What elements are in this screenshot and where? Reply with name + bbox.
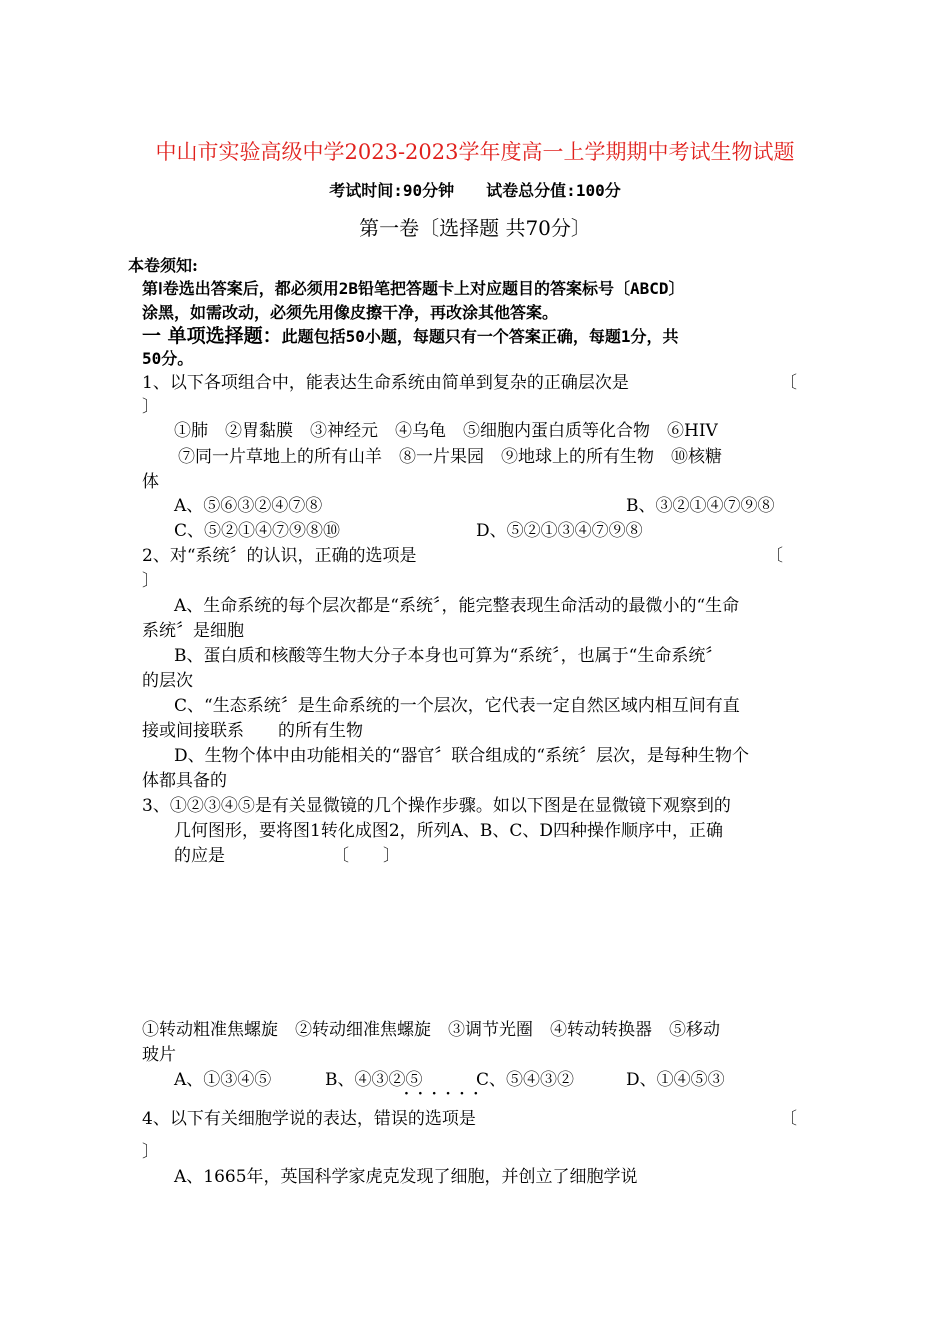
q1-items-line-3: 体	[142, 472, 159, 492]
q1-option-b: B、③②①④⑦⑨⑧	[626, 496, 775, 516]
q3-option-a: A、①③④⑤	[174, 1070, 272, 1090]
section-heading: 第一卷〔选择题 共70分〕	[359, 216, 591, 240]
q4-option-a: A、1665年，英国科学家虎克发现了细胞，并创立了细胞学说	[174, 1167, 638, 1187]
q1-items-line-2: ⑦同一片草地上的所有山羊 ⑧一片果园 ⑨地球上的所有生物 ⑩核糖	[178, 447, 722, 467]
notice-line-1: 第Ⅰ卷选出答案后，都必须用2B铅笔把答题卡上对应题目的答案标号〔ABCD〕	[142, 279, 685, 298]
q2-option-d-line-2: 体都具备的	[142, 771, 227, 791]
q2-option-d-line-1: D、生物个体中由功能相关的“器官〞联合组成的“系统〞层次，是每种生物个	[174, 746, 750, 766]
exam-info: 考试时间:90分钟 试卷总分值:100分	[329, 181, 621, 200]
q3-answer-paren: 〔 〕	[332, 846, 400, 866]
q2-option-b-line-2: 的层次	[142, 671, 193, 691]
q2-option-a-line-2: 系统〞是细胞	[142, 621, 244, 641]
notice-heading: 本卷须知:	[128, 256, 198, 275]
q1-option-d: D、⑤②①③④⑦⑨⑧	[476, 521, 643, 541]
part1-title: 一 单项选择题：	[142, 325, 282, 347]
q2-answer-paren-open: 〔	[766, 546, 783, 566]
q3-option-d: D、①④⑤③	[626, 1070, 725, 1090]
q4-stem: 4、以下有关细胞学说的表达，错误的选项是	[142, 1109, 476, 1129]
part1-description: 此题包括50小题，每题只有一个答案正确，每题1分，共	[281, 327, 679, 346]
q4-answer-paren-close: 〕	[142, 1142, 159, 1162]
q2-answer-paren-close: 〕	[142, 571, 159, 591]
q2-option-a-line-1: A、生命系统的每个层次都是“系统〞，能完整表现生命活动的最微小的“生命	[174, 596, 740, 616]
q3-stem-line-3: 的应是	[174, 846, 225, 866]
notice-line-2: 涂黑，如需改动，必须先用像皮擦干净，再改涂其他答案。	[142, 303, 559, 322]
q3-option-b: B、④③②⑤	[325, 1070, 423, 1090]
q1-answer-paren-close: 〕	[142, 397, 159, 417]
q2-option-c-line-2: 接或间接联系 的所有生物	[142, 721, 363, 741]
q2-option-c-line-1: C、“生态系统〞是生命系统的一个层次，它代表一定自然区域内相互间有直	[174, 696, 740, 716]
q1-option-a: A、⑤⑥③②④⑦⑧	[174, 496, 323, 516]
q1-stem: 1、以下各项组合中，能表达生命系统由简单到复杂的正确层次是	[142, 373, 629, 393]
exam-title: 中山市实验高级中学2023-2023学年度高一上学期期中考试生物试题	[155, 140, 795, 164]
q1-items-line-1: ①肺 ②胃黏膜 ③神经元 ④乌龟 ⑤细胞内蛋白质等化合物 ⑥HIV	[174, 421, 718, 441]
q2-option-b-line-1: B、蛋白质和核酸等生物大分子本身也可算为“系统〞，也属于“生命系统〞	[174, 646, 723, 666]
q3-stem-line-2: 几何图形，要将图1转化成图2，所列A、B、C、D四种操作顺序中，正确	[174, 821, 724, 841]
q3-steps-line-1: ①转动粗准焦螺旋 ②转动细准焦螺旋 ③调节光圈 ④转动转换器 ⑤移动	[142, 1020, 720, 1040]
q4-emphasis-dots: ······	[404, 1086, 488, 1102]
q3-option-c: C、⑤④③②	[476, 1070, 575, 1090]
part1-heading-line	[142, 321, 679, 348]
q3-steps-line-2: 玻片	[142, 1045, 176, 1065]
q1-option-c: C、⑤②①④⑦⑨⑧⑩	[174, 521, 341, 541]
q1-answer-paren-open: 〔	[780, 373, 797, 393]
q2-stem: 2、对“系统〞的认识，正确的选项是	[142, 546, 417, 566]
q4-answer-paren-open: 〔	[780, 1109, 797, 1129]
part1-description-cont: 50分。	[142, 349, 194, 368]
q3-stem-line-1: 3、①②③④⑤是有关显微镜的几个操作步骤。如以下图是在显微镜下观察到的	[142, 796, 731, 816]
